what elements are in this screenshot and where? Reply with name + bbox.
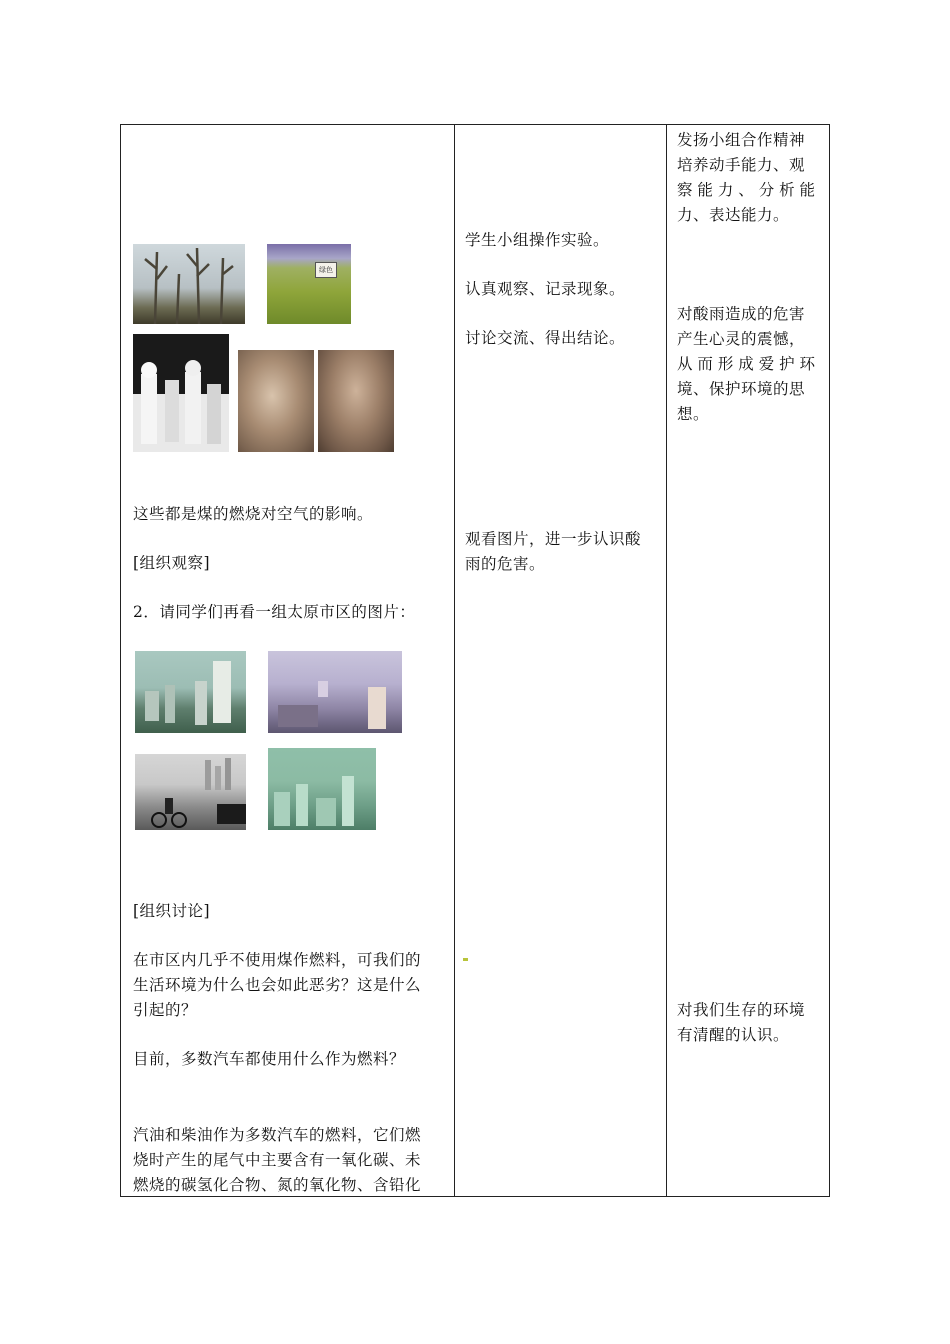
- taiyuan-photo-hazy-skyline: [135, 651, 246, 733]
- intent1-line3: 察 能 力 、 分 析 能: [677, 181, 816, 199]
- intent2-line5: 想。: [677, 405, 710, 423]
- intent1-line2: 培养动手能力、观: [677, 156, 806, 174]
- taiyuan-prompt: 2．请同学们再看一组太原市区的图片：: [133, 603, 416, 621]
- intent3-line2: 有清醒的认识。: [677, 1026, 790, 1044]
- field-sign: 绿色: [315, 262, 337, 278]
- column-divider-1: [454, 125, 455, 1196]
- activity-experiment: 学生小组操作实验。: [465, 231, 610, 249]
- observe-heading: [组织观察]: [133, 554, 211, 572]
- question1-line1: 在市区内几乎不使用煤作燃料，可我们的: [133, 951, 422, 969]
- acid-rain-photo-stone-railing: [133, 334, 229, 452]
- answer-line1: 汽油和柴油作为多数汽车的燃料，它们燃: [133, 1126, 422, 1144]
- intent2-line3: 从 而 形 成 爱 护 环: [677, 355, 816, 373]
- question2: 目前，多数汽车都使用什么作为燃料？: [133, 1050, 406, 1068]
- acid-rain-photo-dead-trees: [133, 244, 245, 324]
- activity-observe: 认真观察、记录现象。: [465, 280, 626, 298]
- taiyuan-photo-green-haze-city: [268, 748, 376, 830]
- answer-line2: 烧时产生的尾气中主要含有一氧化碳、未: [133, 1151, 422, 1169]
- intent1-line4: 力、表达能力。: [677, 206, 790, 224]
- view-pictures-line1: 观看图片，进一步认识酸: [465, 530, 642, 548]
- question1-line3: 引起的？: [133, 1001, 198, 1019]
- intent3-line1: 对我们生存的环境: [677, 1001, 806, 1019]
- acid-rain-photo-eroded-statue-1: [238, 350, 314, 452]
- taiyuan-photo-cyclist: [135, 754, 246, 830]
- answer-line3: 燃烧的碳氢化合物、氮的氧化物、含铅化: [133, 1176, 422, 1194]
- column-divider-2: [666, 125, 667, 1196]
- acid-rain-photo-eroded-statue-2: [318, 350, 394, 452]
- acid-rain-photo-grass-field: [267, 244, 351, 324]
- taiyuan-photo-smog-street: [268, 651, 402, 733]
- view-pictures-line2: 雨的危害。: [465, 555, 546, 573]
- caption-coal-effects: 这些都是煤的燃烧对空气的影响。: [133, 505, 374, 523]
- discuss-heading: [组织讨论]: [133, 902, 211, 920]
- intent2-line1: 对酸雨造成的危害: [677, 305, 806, 323]
- question1-line2: 生活环境为什么也会如此恶劣？这是什么: [133, 976, 422, 994]
- activity-discuss: 讨论交流、得出结论。: [465, 329, 626, 347]
- intent1-line1: 发扬小组合作精神: [677, 131, 806, 149]
- intent2-line4: 境、保护环境的思: [677, 380, 806, 398]
- intent2-line2: 产生心灵的震憾，: [677, 330, 806, 348]
- stray-mark: [463, 958, 468, 961]
